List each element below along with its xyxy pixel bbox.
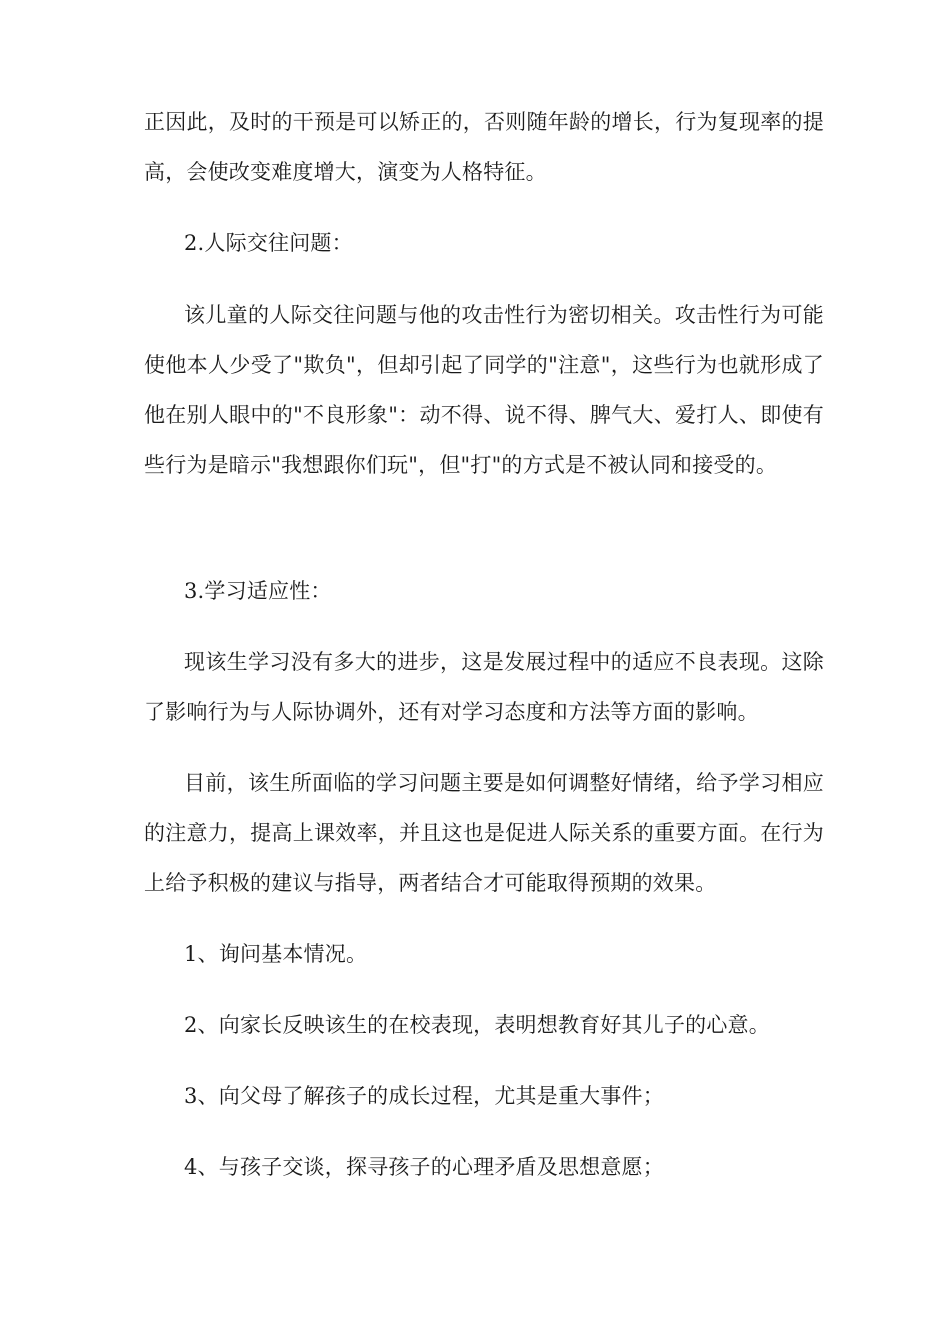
list-item-1: 1、询问基本情况。 bbox=[184, 942, 368, 966]
paragraph-current-problem: 目前，该生所面临的学习问题主要是如何调整好情绪，给予学习相应的注意力，提高上课效率，并且这也是促进人际关系的重要方面。在行为上给予积极的建议与指导，两者结合才可能取得预期的效果。 bbox=[144, 771, 824, 895]
paragraph-learning-progress: 现该生学习没有多大的进步，这是发展过程中的适应不良表现。这除了影响行为与人际协调外，还有对学习态度和方法等方面的影响。 bbox=[144, 650, 824, 724]
list-item-4: 4、与孩子交谈，探寻孩子的心理矛盾及思想意愿； bbox=[184, 1155, 664, 1179]
paragraph-continuation: 正因此，及时的干预是可以矫正的，否则随年龄的增长，行为复现率的提高，会使改变难度增大，演变为人格特征。 bbox=[144, 110, 824, 184]
heading-learning-adaptability: 3.学习适应性： bbox=[184, 579, 332, 603]
list-item-2: 2、向家长反映该生的在校表现，表明想教育好其儿子的心意。 bbox=[184, 1013, 770, 1037]
list-item-3: 3、向父母了解孩子的成长过程，尤其是重大事件； bbox=[184, 1084, 664, 1108]
heading-interpersonal-problem: 2.人际交往问题： bbox=[184, 231, 353, 255]
paragraph-interpersonal: 该儿童的人际交往问题与他的攻击性行为密切相关。攻击性行为可能使他本人少受了"欺负"，但却引起了同学的"注意"，这些行为也就形成了他在别人眼中的"不良形象"：动不得、说不得、脾气大、爱打人、即使有些行为是暗示"我想跟你们玩"，但"打"的方式是不被认同和接受的。 bbox=[144, 303, 824, 477]
